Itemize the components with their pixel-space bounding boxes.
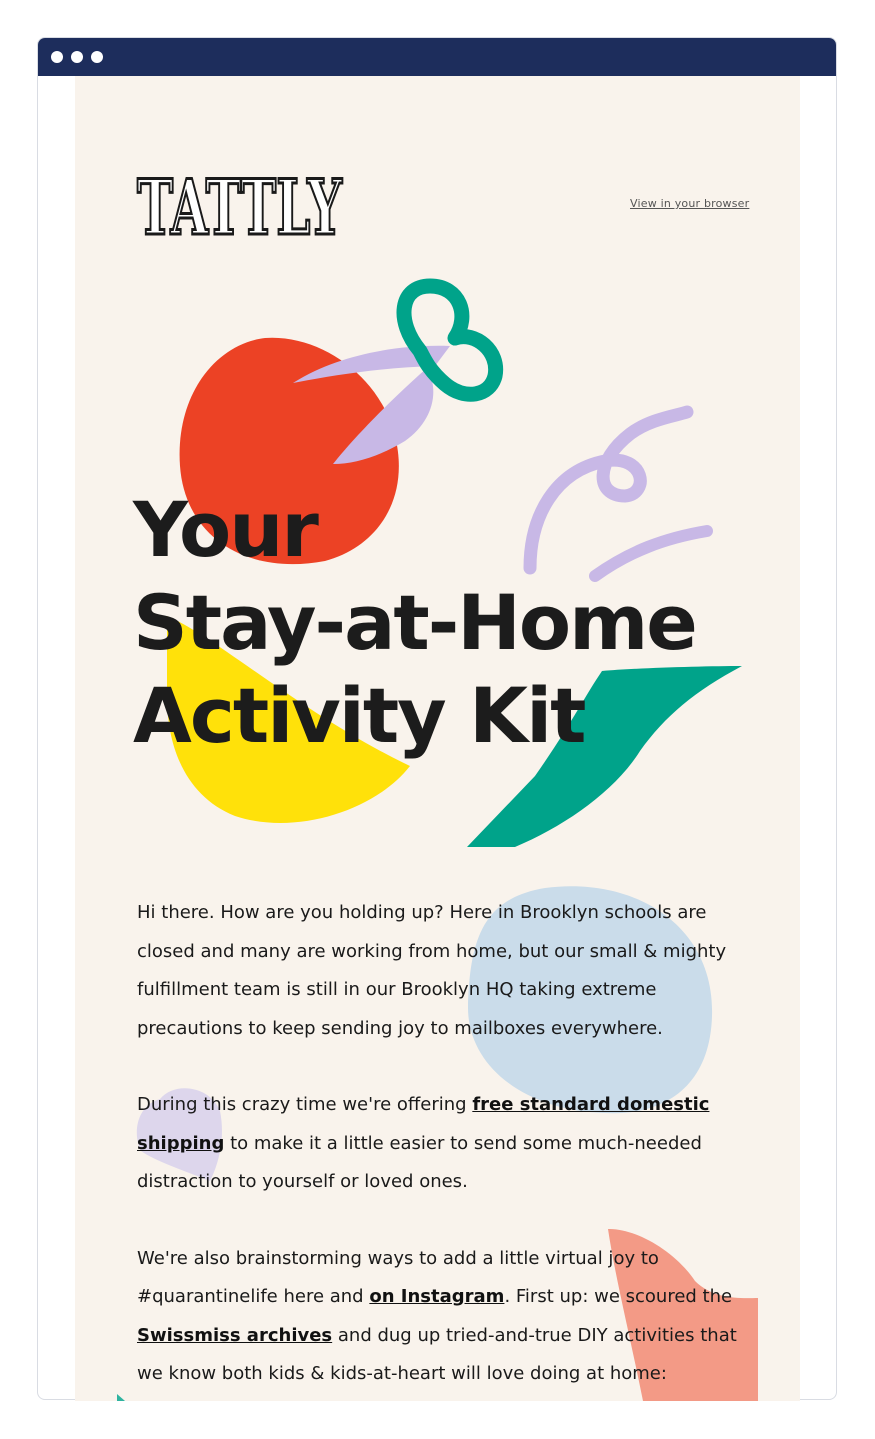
window-titlebar	[38, 38, 836, 76]
window-dot-icon[interactable]	[51, 51, 63, 63]
email-body	[75, 76, 800, 1401]
headline-line: Stay-at-Home	[133, 578, 696, 667]
email-body-text	[137, 894, 737, 1432]
window-dot-icon[interactable]	[91, 51, 103, 63]
text-span: . First up: we scoured the	[504, 1286, 733, 1307]
logo-text: TATTLY	[137, 163, 343, 252]
window-dot-icon[interactable]	[71, 51, 83, 63]
paragraph-intro: Hi there. How are you holding up? Here in Brooklyn schools are closed and many are working from home, but our small & mighty fulfillment team is still in our Brooklyn HQ taking extreme precautions to keep sending joy to mailboxes everywhere.	[137, 902, 727, 1039]
headline-line: Activity Kit	[133, 671, 585, 760]
headline-line: Your	[133, 485, 317, 574]
view-in-browser-link[interactable]: View in your browser	[630, 197, 750, 210]
browser-window	[37, 37, 837, 1400]
text-span: We're also brainstorming ways to add a little virtual joy to #quarantinelife here and	[137, 1247, 659, 1307]
instagram-link[interactable]: on Instagram	[369, 1286, 505, 1307]
text-span: During this crazy time we're offering	[137, 1094, 473, 1115]
paragraph-activities	[137, 1240, 737, 1394]
text-span: and dug up tried-and-true DIY activities that we know both kids & kids-at-heart will love doing at home:	[137, 1324, 737, 1384]
headline	[133, 483, 696, 762]
paragraph-shipping	[137, 1086, 737, 1202]
swissmiss-archives-link[interactable]: Swissmiss archives	[137, 1324, 333, 1346]
free-shipping-link[interactable]: free standard domestic shipping	[137, 1094, 710, 1154]
text-span: to make it a little easier to send some much-needed distraction to yourself or loved ones.	[137, 1132, 702, 1192]
teal-corner-shape	[117, 1394, 125, 1401]
